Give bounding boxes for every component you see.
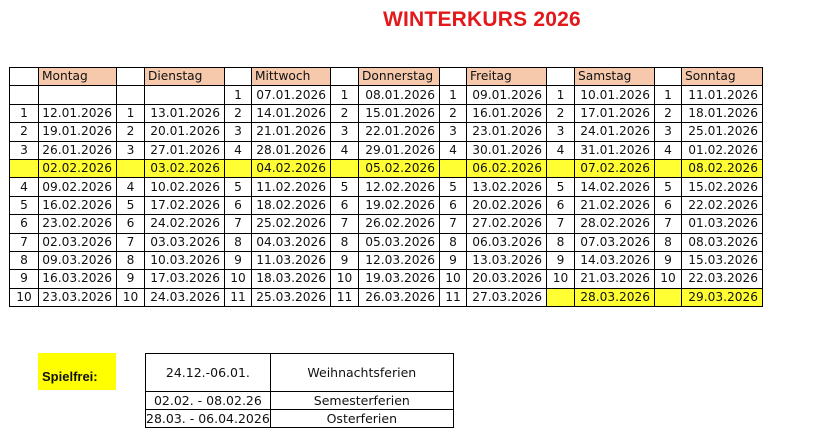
date-cell: 28.03.2026: [575, 288, 655, 306]
lesson-number-cell: [10, 86, 39, 104]
date-cell: 10.01.2026: [575, 86, 655, 104]
lesson-number-cell: 4: [117, 178, 145, 196]
date-cell: 17.02.2026: [145, 196, 225, 214]
header-number-cell: [117, 68, 145, 86]
date-cell: 22.03.2026: [682, 270, 763, 288]
date-cell: 12.03.2026: [359, 251, 440, 269]
holiday-name: Weihnachtsferien: [270, 354, 453, 392]
lesson-number-cell: 1: [440, 86, 467, 104]
date-cell: 12.01.2026: [39, 104, 117, 122]
date-cell: 29.03.2026: [682, 288, 763, 306]
lesson-number-cell: [225, 159, 252, 177]
lesson-number-cell: 1: [117, 104, 145, 122]
lesson-number-cell: 11: [440, 288, 467, 306]
lesson-number-cell: 9: [331, 251, 359, 269]
date-cell: 11.03.2026: [252, 251, 331, 269]
holiday-row: [146, 392, 454, 410]
date-cell: 27.02.2026: [467, 215, 547, 233]
date-cell: 01.03.2026: [682, 215, 763, 233]
date-cell: 23.02.2026: [39, 215, 117, 233]
date-cell: 02.03.2026: [39, 233, 117, 251]
date-cell: 17.03.2026: [145, 270, 225, 288]
date-cell: 22.01.2026: [359, 123, 440, 141]
lesson-number-cell: 9: [547, 251, 575, 269]
date-cell: 18.03.2026: [252, 270, 331, 288]
lesson-number-cell: 10: [440, 270, 467, 288]
table-row: [10, 251, 763, 269]
lesson-number-cell: 6: [440, 196, 467, 214]
lesson-number-cell: 5: [117, 196, 145, 214]
lesson-number-cell: 3: [655, 123, 682, 141]
date-cell: 13.01.2026: [145, 104, 225, 122]
lesson-number-cell: 4: [225, 141, 252, 159]
date-cell: 20.02.2026: [467, 196, 547, 214]
lesson-number-cell: 9: [655, 251, 682, 269]
holiday-row: [146, 410, 454, 428]
date-cell: 16.02.2026: [39, 196, 117, 214]
lesson-number-cell: 10: [117, 288, 145, 306]
date-cell: 15.03.2026: [682, 251, 763, 269]
lesson-number-cell: 1: [225, 86, 252, 104]
date-cell: [39, 86, 117, 104]
date-cell: 12.02.2026: [359, 178, 440, 196]
date-cell: 08.02.2026: [682, 159, 763, 177]
lesson-number-cell: 4: [440, 141, 467, 159]
date-cell: 07.02.2026: [575, 159, 655, 177]
lesson-number-cell: 3: [440, 123, 467, 141]
lesson-number-cell: 9: [10, 270, 39, 288]
date-cell: 06.03.2026: [467, 233, 547, 251]
spielfrei-label: Spielfrei:: [42, 369, 98, 384]
date-cell: 07.01.2026: [252, 86, 331, 104]
date-cell: 30.01.2026: [467, 141, 547, 159]
lesson-number-cell: [117, 159, 145, 177]
lesson-number-cell: 7: [440, 215, 467, 233]
date-cell: 11.02.2026: [252, 178, 331, 196]
date-cell: 07.03.2026: [575, 233, 655, 251]
table-row: [10, 86, 763, 104]
lesson-number-cell: 3: [10, 141, 39, 159]
date-cell: 02.02.2026: [39, 159, 117, 177]
date-cell: 04.03.2026: [252, 233, 331, 251]
day-header: Sonntag: [682, 68, 763, 86]
page-title: WINTERKURS 2026: [383, 8, 581, 31]
spielfrei-label-box: [38, 353, 116, 390]
lesson-number-cell: 3: [117, 141, 145, 159]
date-cell: 26.01.2026: [39, 141, 117, 159]
lesson-number-cell: 7: [10, 233, 39, 251]
date-cell: 21.02.2026: [575, 196, 655, 214]
lesson-number-cell: 4: [10, 178, 39, 196]
header-number-cell: [10, 68, 39, 86]
lesson-number-cell: 10: [655, 270, 682, 288]
table-row: [10, 288, 763, 306]
date-cell: 03.03.2026: [145, 233, 225, 251]
date-cell: 16.01.2026: [467, 104, 547, 122]
table-row: [10, 270, 763, 288]
lesson-number-cell: 6: [655, 196, 682, 214]
lesson-number-cell: [331, 159, 359, 177]
date-cell: 11.01.2026: [682, 86, 763, 104]
lesson-number-cell: [547, 159, 575, 177]
lesson-number-cell: 10: [331, 270, 359, 288]
lesson-number-cell: 3: [547, 123, 575, 141]
day-header: Mittwoch: [252, 68, 331, 86]
lesson-number-cell: 11: [225, 288, 252, 306]
lesson-number-cell: 10: [547, 270, 575, 288]
lesson-number-cell: [440, 159, 467, 177]
holiday-period: 28.03. - 06.04.2026: [146, 411, 270, 426]
date-cell: 25.02.2026: [252, 215, 331, 233]
lesson-number-cell: [655, 288, 682, 306]
lesson-number-cell: 7: [655, 215, 682, 233]
holiday-period: 24.12.-06.01.: [146, 354, 271, 392]
lesson-number-cell: 6: [10, 215, 39, 233]
lesson-number-cell: 2: [547, 104, 575, 122]
table-row: [10, 178, 763, 196]
header-number-cell: [225, 68, 252, 86]
date-cell: 09.02.2026: [39, 178, 117, 196]
day-header: Freitag: [467, 68, 547, 86]
date-cell: 29.01.2026: [359, 141, 440, 159]
lesson-number-cell: 1: [10, 104, 39, 122]
date-cell: 06.02.2026: [467, 159, 547, 177]
lesson-number-cell: 6: [547, 196, 575, 214]
header-number-cell: [331, 68, 359, 86]
date-cell: 25.03.2026: [252, 288, 331, 306]
lesson-number-cell: 8: [10, 251, 39, 269]
header-number-cell: [547, 68, 575, 86]
table-row: [10, 215, 763, 233]
lesson-number-cell: 8: [547, 233, 575, 251]
date-cell: 05.02.2026: [359, 159, 440, 177]
date-cell: 10.03.2026: [145, 251, 225, 269]
lesson-number-cell: 5: [331, 178, 359, 196]
date-cell: 03.02.2026: [145, 159, 225, 177]
date-cell: 13.03.2026: [467, 251, 547, 269]
date-cell: 25.01.2026: [682, 123, 763, 141]
lesson-number-cell: 1: [655, 86, 682, 104]
date-cell: 14.03.2026: [575, 251, 655, 269]
date-cell: 24.03.2026: [145, 288, 225, 306]
day-header: Donnerstag: [359, 68, 440, 86]
lesson-number-cell: 3: [225, 123, 252, 141]
lesson-number-cell: 6: [331, 196, 359, 214]
date-cell: 13.02.2026: [467, 178, 547, 196]
lesson-number-cell: 2: [225, 104, 252, 122]
holiday-name: Osterferien: [270, 410, 453, 428]
lesson-number-cell: 5: [547, 178, 575, 196]
date-cell: 16.03.2026: [39, 270, 117, 288]
lesson-number-cell: 5: [10, 196, 39, 214]
lesson-number-cell: 5: [225, 178, 252, 196]
table-row: [10, 141, 763, 159]
lesson-number-cell: 1: [331, 86, 359, 104]
date-cell: 18.01.2026: [682, 104, 763, 122]
holiday-row: [146, 354, 454, 392]
lesson-number-cell: 7: [225, 215, 252, 233]
lesson-number-cell: 3: [331, 123, 359, 141]
lesson-number-cell: 8: [331, 233, 359, 251]
date-cell: 21.01.2026: [252, 123, 331, 141]
date-cell: 01.02.2026: [682, 141, 763, 159]
date-cell: 23.03.2026: [39, 288, 117, 306]
day-header: Samstag: [575, 68, 655, 86]
lesson-number-cell: 9: [225, 251, 252, 269]
date-cell: 21.03.2026: [575, 270, 655, 288]
lesson-number-cell: 1: [547, 86, 575, 104]
date-cell: 19.03.2026: [359, 270, 440, 288]
table-row: [10, 104, 763, 122]
lesson-number-cell: 2: [10, 123, 39, 141]
lesson-number-cell: 10: [10, 288, 39, 306]
lesson-number-cell: 4: [547, 141, 575, 159]
lesson-number-cell: 2: [117, 123, 145, 141]
header-row: [10, 68, 763, 86]
lesson-number-cell: 8: [225, 233, 252, 251]
day-header: Montag: [39, 68, 117, 86]
header-number-cell: [655, 68, 682, 86]
lesson-number-cell: [547, 288, 575, 306]
date-cell: 24.02.2026: [145, 215, 225, 233]
date-cell: 22.02.2026: [682, 196, 763, 214]
lesson-number-cell: 6: [117, 215, 145, 233]
lesson-number-cell: 2: [331, 104, 359, 122]
date-cell: 05.03.2026: [359, 233, 440, 251]
course-schedule-table: [9, 67, 763, 307]
date-cell: 28.01.2026: [252, 141, 331, 159]
lesson-number-cell: 9: [440, 251, 467, 269]
date-cell: 14.02.2026: [575, 178, 655, 196]
lesson-number-cell: [655, 159, 682, 177]
lesson-number-cell: 5: [440, 178, 467, 196]
holiday-period: 02.02. - 08.02.26: [146, 392, 271, 410]
holidays-table: [145, 353, 454, 428]
lesson-number-cell: 2: [655, 104, 682, 122]
lesson-number-cell: 8: [440, 233, 467, 251]
lesson-number-cell: [10, 159, 39, 177]
date-cell: 09.03.2026: [39, 251, 117, 269]
lesson-number-cell: 10: [225, 270, 252, 288]
date-cell: 09.01.2026: [467, 86, 547, 104]
date-cell: 19.01.2026: [39, 123, 117, 141]
table-row-free-week: [10, 159, 763, 177]
date-cell: 15.01.2026: [359, 104, 440, 122]
date-cell: 26.03.2026: [359, 288, 440, 306]
lesson-number-cell: 11: [331, 288, 359, 306]
lesson-number-cell: 2: [440, 104, 467, 122]
lesson-number-cell: 7: [117, 233, 145, 251]
lesson-number-cell: 5: [655, 178, 682, 196]
date-cell: 19.02.2026: [359, 196, 440, 214]
table-row: [10, 233, 763, 251]
date-cell: 17.01.2026: [575, 104, 655, 122]
lesson-number-cell: 7: [331, 215, 359, 233]
table-row: [10, 123, 763, 141]
date-cell: 28.02.2026: [575, 215, 655, 233]
table-row: [10, 196, 763, 214]
date-cell: 20.01.2026: [145, 123, 225, 141]
day-header: Dienstag: [145, 68, 225, 86]
date-cell: 24.01.2026: [575, 123, 655, 141]
date-cell: 23.01.2026: [467, 123, 547, 141]
holiday-name: Semesterferien: [270, 392, 453, 410]
date-cell: 04.02.2026: [252, 159, 331, 177]
date-cell: [145, 86, 225, 104]
date-cell: 27.01.2026: [145, 141, 225, 159]
lesson-number-cell: 8: [655, 233, 682, 251]
date-cell: 31.01.2026: [575, 141, 655, 159]
lesson-number-cell: 4: [655, 141, 682, 159]
date-cell: 15.02.2026: [682, 178, 763, 196]
date-cell: 10.02.2026: [145, 178, 225, 196]
date-cell: 08.03.2026: [682, 233, 763, 251]
lesson-number-cell: 4: [331, 141, 359, 159]
date-cell: 18.02.2026: [252, 196, 331, 214]
lesson-number-cell: 8: [117, 251, 145, 269]
header-number-cell: [440, 68, 467, 86]
lesson-number-cell: 7: [547, 215, 575, 233]
date-cell: 14.01.2026: [252, 104, 331, 122]
date-cell: 26.02.2026: [359, 215, 440, 233]
lesson-number-cell: 6: [225, 196, 252, 214]
lesson-number-cell: 9: [117, 270, 145, 288]
lesson-number-cell: [117, 86, 145, 104]
date-cell: 27.03.2026: [467, 288, 547, 306]
date-cell: 08.01.2026: [359, 86, 440, 104]
date-cell: 20.03.2026: [467, 270, 547, 288]
